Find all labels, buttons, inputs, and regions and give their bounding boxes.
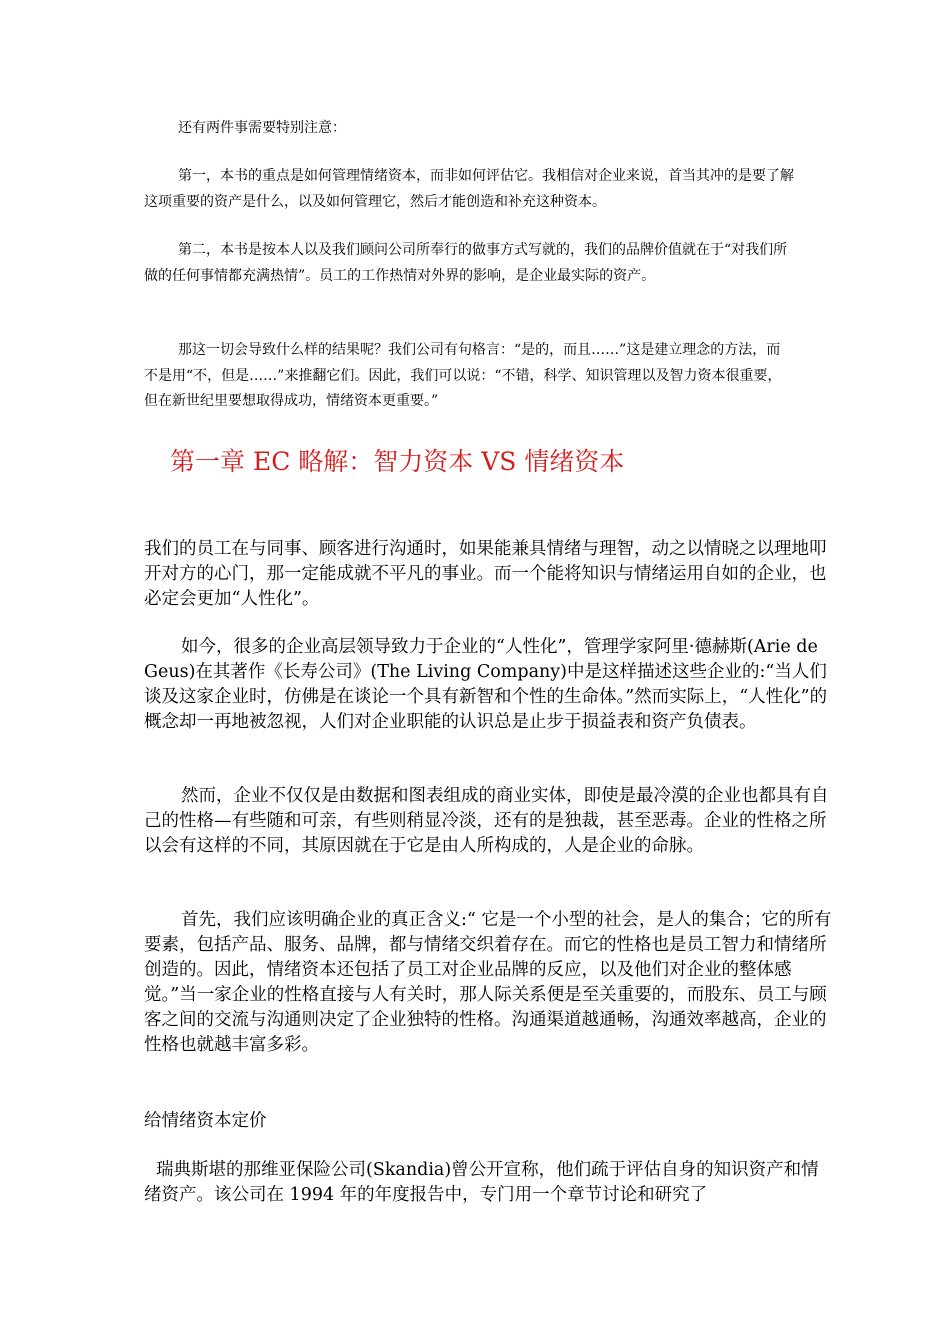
intro-conclusion: 那这一切会导致什么样的结果呢？我们公司有句格言：“是的，而且……”这是建立理念的方法，而不是用“不，但是……”来推翻它们。因此，我们可以说：“不错，科学、知识管理以及智力资本很重要，但在新世纪里要想取得成功，情绪资本更重要。”	[144, 342, 782, 409]
chapter-paragraph-3: 然而，企业不仅仅是由数据和图表组成的商业实体，即使是最冷漠的企业也都具有自己的性格—有些随和可亲，有些则稍显冷淡，还有的是独裁，甚至恶毒。企业的性格之所以会有这样的不同，其原因就在于它是由人所构成的，人是企业的命脉。	[144, 786, 829, 856]
section-paragraph: 瑞典斯堪的那维亚保险公司(Skandia)曾公开宣称，他们疏于评估自身的知识资产和情绪资产。该公司在 1994 年的年度报告中，专门用一个章节讨论和研究了	[144, 1160, 819, 1205]
chapter-paragraph-1: 我们的员工在与同事、顾客进行沟通时，如果能兼具情绪与理智，动之以情晓之以理地叩开对方的心门，那一定能成就不平凡的事业。而一个能将知识与情绪运用自如的企业，也必定会更加“人性化”。	[144, 539, 827, 609]
intro-heading-line: 还有两件事需要特别注意：	[178, 120, 346, 136]
chapter-title: 第一章 EC 略解：智力资本 VS 情绪资本	[170, 447, 625, 476]
chapter-paragraph-4: 首先，我们应该明确企业的真正含义:“ 它是一个小型的社会，是人的集合；它的所有要素，包括产品、服务、品牌，都与情绪交织着存在。而它的性格也是员工智力和情绪所创造的。因此，情绪资本还包括了员工对企业品牌的反应，以及他们对企业的整体感觉。”当一家企业的性格直接与人有关时，那人际关系便是至关重要的，而股东、员工与顾客之间的交流与沟通则决定了企业独特的性格。沟通渠道越通畅，沟通效率越高，企业的性格也就越丰富多彩。	[144, 910, 832, 1055]
intro-point-one: 第一，本书的重点是如何管理情绪资本，而非如何评估它。我相信对企业来说，首当其冲的是要了解这项重要的资产是什么，以及如何管理它，然后才能创造和补充这种资本。	[144, 168, 794, 210]
section-heading: 给情绪资本定价	[144, 1111, 267, 1131]
intro-point-two: 第二，本书是按本人以及我们顾问公司所奉行的做事方式写就的，我们的品牌价值就在于“对我们所做的任何事情都充满热情”。员工的工作热情对外界的影响，是企业最实际的资产。	[144, 242, 788, 284]
chapter-paragraph-2: 如今，很多的企业高层领导致力于企业的“人性化”，管理学家阿里·德赫斯(Arie de Geus)在其著作《长寿公司》(The Living Company)中是这样描述这些企业的:“当人们谈及这家企业时，仿佛是在谈论一个具有新智和个性的生命体。”然而实际上，“人性化”的概念却一再地被忽视，人们对企业职能的认识总是止步于损益表和资产负债表。	[144, 637, 828, 732]
